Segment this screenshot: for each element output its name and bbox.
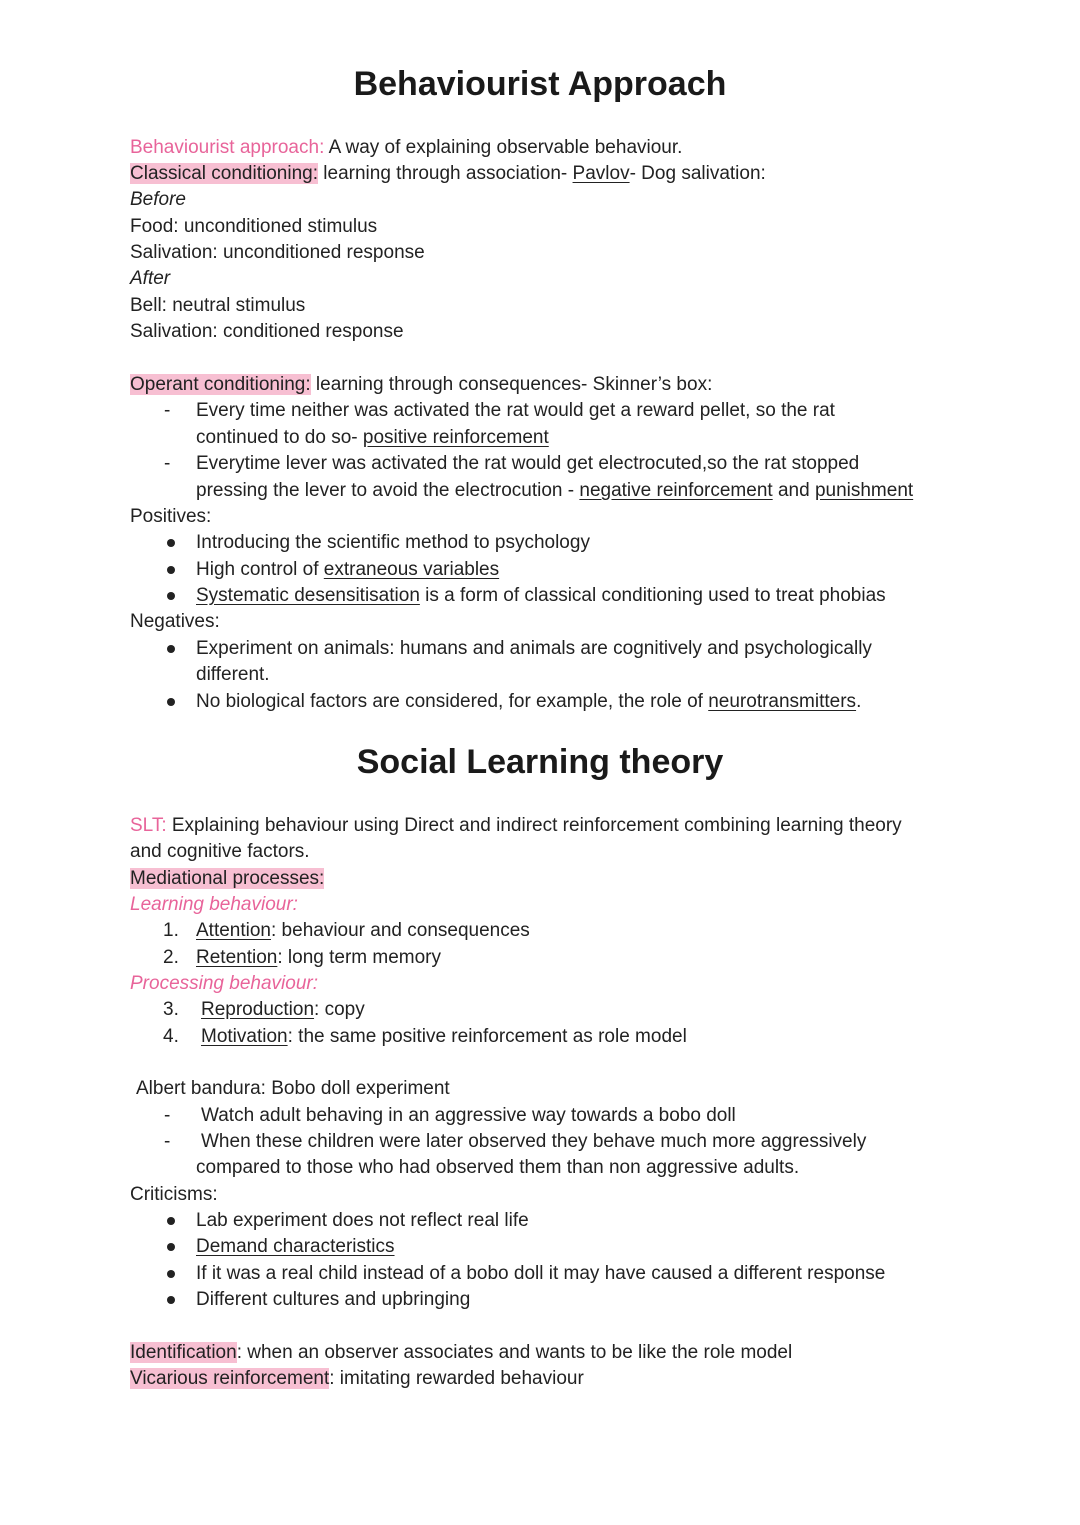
- list-item: Every time neither was activated the rat would get a reward pellet, so the rat: [196, 400, 835, 421]
- list-item: Attention: behaviour and consequences: [196, 920, 530, 941]
- page-title: Behaviourist Approach: [353, 65, 727, 103]
- list-item-continued: different.: [196, 664, 270, 685]
- text-salivation-cr: Salivation: conditioned response: [130, 321, 404, 342]
- bullet-dot: [167, 539, 175, 547]
- highlighted-term: Classical conditioning:: [130, 163, 318, 184]
- list-number: 1.: [163, 920, 179, 941]
- label-after: After: [130, 268, 171, 289]
- underlined-term: Demand characteristics: [196, 1236, 395, 1257]
- dash-bullet: -: [164, 1131, 171, 1152]
- list-item: Introducing the scientific method to psychology: [196, 532, 590, 553]
- highlighted-term: Mediational processes:: [130, 868, 325, 889]
- bullet-dot: [167, 1243, 175, 1251]
- underlined-term: neurotransmitters: [708, 691, 857, 712]
- definition-classical: Classical conditioning: learning through association- Pavlov- Dog salivation:: [130, 163, 766, 184]
- text-salivation-ur: Salivation: unconditioned response: [130, 242, 425, 263]
- bullet-dot: [167, 1217, 175, 1225]
- definition-mediational: [130, 866, 324, 892]
- label-criticisms: Criticisms:: [130, 1184, 218, 1205]
- bullet-dot: [167, 1270, 175, 1278]
- dash-bullet: -: [164, 400, 171, 421]
- underlined-term: Motivation: [201, 1026, 288, 1047]
- list-item-continued: compared to those who had observed them than non aggressive adults.: [196, 1157, 800, 1178]
- list-number: 4.: [163, 1026, 179, 1047]
- list-item: Everytime lever was activated the rat would get electrocuted,so the rat stopped: [196, 453, 860, 474]
- underlined-term: Retention: [196, 947, 278, 968]
- definition-slt-continued: and cognitive factors.: [130, 841, 310, 862]
- definition-vicarious: Vicarious reinforcement: imitating rewarded behaviour: [130, 1368, 584, 1389]
- definition-slt: SLT: Explaining behaviour using Direct and indirect reinforcement combining learning theory: [130, 815, 902, 836]
- underlined-term: Pavlov: [572, 163, 630, 184]
- list-item: Watch adult behaving in an aggressive way towards a bobo doll: [201, 1105, 736, 1126]
- underlined-term: extraneous variables: [323, 559, 500, 580]
- label-learning-behaviour: Learning behaviour:: [130, 894, 298, 915]
- text-food: Food: unconditioned stimulus: [130, 216, 378, 237]
- list-item-continued: pressing the lever to avoid the electrocution - negative reinforcement and punishment: [196, 480, 914, 501]
- list-item: No biological factors are considered, for example, the role of neurotransmitters.: [196, 691, 862, 712]
- underlined-term: Attention: [196, 920, 271, 941]
- label-processing-behaviour: Processing behaviour:: [130, 973, 318, 994]
- underlined-term: Reproduction: [201, 999, 315, 1020]
- list-number: 2.: [163, 947, 179, 968]
- list-item: Reproduction: copy: [201, 999, 365, 1020]
- label-before: Before: [130, 189, 186, 210]
- underlined-term: positive reinforcement: [362, 427, 549, 448]
- definition-behaviourist: Behaviourist approach: A way of explaining observable behaviour.: [130, 137, 683, 158]
- text-bandura: Albert bandura: Bobo doll experiment: [136, 1078, 450, 1099]
- list-item: Lab experiment does not reflect real life: [196, 1210, 529, 1231]
- dash-bullet: -: [164, 1105, 171, 1126]
- bullet-dot: [167, 1296, 175, 1304]
- section-title: Social Learning theory: [356, 743, 724, 781]
- term: Behaviourist approach:: [130, 137, 325, 158]
- text-bell: Bell: neutral stimulus: [130, 295, 306, 316]
- underlined-term: Systematic desensitisation: [196, 585, 420, 606]
- underlined-term: punishment: [814, 480, 914, 501]
- bullet-dot: [167, 698, 175, 706]
- dash-bullet: -: [164, 453, 171, 474]
- bullet-dot: [167, 645, 175, 653]
- definition-identification: Identification: when an observer associates and wants to be like the role model: [130, 1342, 793, 1363]
- bullet-dot: [167, 592, 175, 600]
- underlined-term: negative reinforcement: [579, 480, 773, 501]
- label-positives: Positives:: [130, 506, 212, 527]
- highlighted-term: Vicarious reinforcement: [130, 1368, 330, 1389]
- list-item: When these children were later observed they behave much more aggressively: [201, 1131, 867, 1152]
- list-item: Retention: long term memory: [196, 947, 441, 968]
- definition-operant: Operant conditioning: learning through consequences- Skinner’s box:: [130, 374, 713, 395]
- label-negatives: Negatives:: [130, 611, 220, 632]
- bullet-dot: [167, 566, 175, 574]
- list-item: Different cultures and upbringing: [196, 1289, 471, 1310]
- list-item: Experiment on animals: humans and animals are cognitively and psychologically: [196, 638, 872, 659]
- list-item-continued: continued to do so- positive reinforcement: [196, 427, 549, 448]
- list-item: Systematic desensitisation is a form of classical conditioning used to treat phobias: [196, 585, 886, 606]
- list-item: Motivation: the same positive reinforcement as role model: [201, 1026, 687, 1047]
- highlighted-term: Operant conditioning:: [130, 374, 311, 395]
- highlighted-term: Identification: [130, 1342, 237, 1363]
- list-item: If it was a real child instead of a bobo doll it may have caused a different response: [196, 1263, 886, 1284]
- term: SLT:: [130, 815, 167, 836]
- list-item: [196, 1234, 395, 1260]
- list-number: 3.: [163, 999, 179, 1020]
- list-item: High control of extraneous variables: [196, 559, 500, 580]
